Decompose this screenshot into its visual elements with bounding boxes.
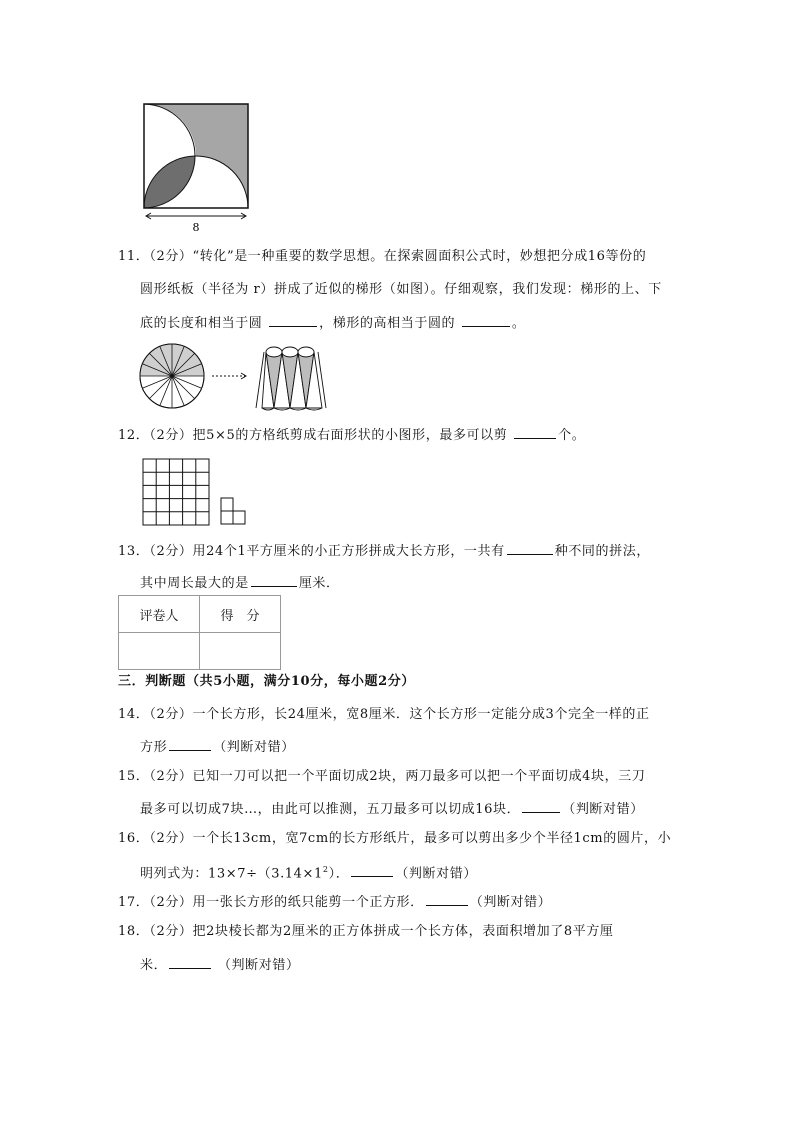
grader-cell[interactable] [119,633,200,670]
q14-text-b: （判断对错） [213,740,295,755]
q11-blank2[interactable] [462,312,510,327]
shaded-square-figure [138,100,256,235]
q18-line1: 18．（2分）把2块棱长都为2厘米的正方体拼成一个长方体，表面积增加了8平方厘 [118,924,614,939]
q13-line2 [140,572,340,594]
q13-blank1[interactable] [507,540,553,555]
q15-line1: 15．（2分）已知一刀可以把一个平面切成2块，两刀最多可以把一个平面切成4块，三刀 [118,769,646,784]
q18-text-a: 米． [140,958,168,973]
q17-text-a: 17．（2分）用一张长方形的纸只能剪一个正方形． [118,895,424,910]
q11-blank1[interactable] [269,312,317,327]
q14-line1: 14．（2分）一个长方形，长24厘米，宽8厘米．这个长方形一定能分成3个完全一样的正 [118,707,650,722]
score-table [118,595,281,670]
q14-line2 [140,736,295,758]
q13-blank2[interactable] [251,572,297,587]
q14-blank[interactable] [169,736,211,751]
q12-text-a: 12．（2分）把5×5的方格纸剪成右面形状的小图形，最多可以剪 [118,428,508,443]
q12-line [118,424,585,446]
q11-text-c: 。 [511,316,526,331]
q16-text-c: （判断对错） [395,866,477,882]
q14-text-a: 方形 [140,740,168,755]
q15-line2 [140,798,644,820]
q13-line1 [118,540,650,562]
q16-line2 [140,860,477,884]
q15-text-a: 最多可以切成7块…，由此可以推测，五刀最多可以切成16块． [140,802,521,817]
circle-to-trapezoid-figure [136,340,336,412]
q16-text-b: ）． [328,866,350,882]
q11-line1: 11．（2分）“转化”是一种重要的数学思想。在探索圆面积公式时，妙想把分成16等份的 [118,249,647,264]
q12-blank[interactable] [514,424,556,439]
q16-line1: 16．（2分）一个长13cm，宽7cm的长方形纸片，最多可以剪出多少个半径1cm的圆片，小 [118,831,672,846]
q18-text-b: （判断对错） [217,958,300,973]
score-cell[interactable] [200,633,281,670]
section-heading: 三．判断题（共5小题，满分10分，每小题2分） [118,674,415,689]
q11-line2: 圆形纸板（半径为 r）拼成了近似的梯形（如图）。仔细观察，我们发现：梯形的上、下 [140,282,662,297]
q13-text-b: 种不同的拼法， [554,544,650,559]
q15-blank[interactable] [522,798,560,813]
q13-text-d: 厘米． [298,576,340,591]
q12-text-b: 个。 [558,428,586,443]
q11-text-b: ，梯形的高相当于圆的 [319,316,456,331]
q11-line3 [140,312,526,334]
grid-figure [142,458,252,526]
q13-text-a: 13．（2分）用24个1平方厘米的小正方形拼成大长方形，一共有 [118,544,505,559]
dimension-label: 8 [192,221,200,234]
q17-text-b: （判断对错） [469,895,552,910]
q18-blank[interactable] [169,954,211,969]
q15-text-b: （判断对错） [562,802,644,817]
grader-header: 评卷人 [119,596,200,633]
q18-line2 [140,954,300,976]
q16-superscript: 2 [322,865,329,874]
q17-blank[interactable] [426,891,468,906]
score-header: 得 分 [200,596,281,633]
q13-text-c: 其中周长最大的是 [140,576,249,591]
q17-line [118,891,551,913]
q11-text-a: 底的长度和相当于圆 [140,316,263,331]
q16-blank[interactable] [351,862,393,877]
q16-text-a: 明列式为：13×7÷（3.14×1 [140,866,323,882]
